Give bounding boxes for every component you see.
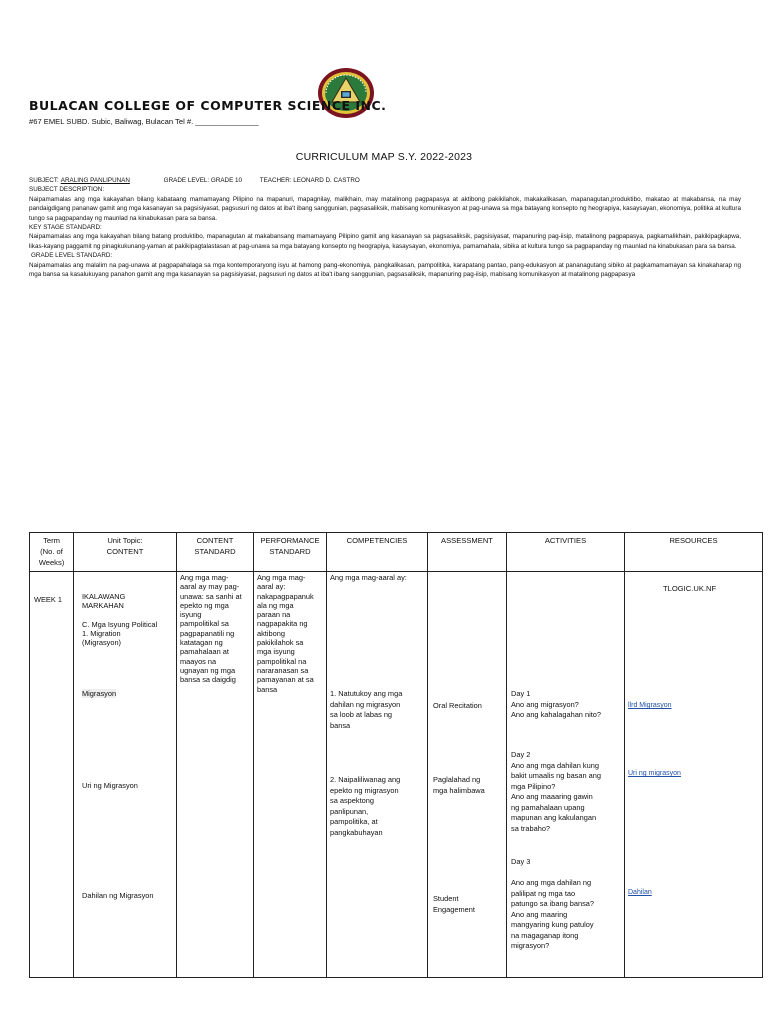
activity-day-2: Day 2 Ano ang mga dahilan kung bakit umaalis ng basan ang mga Pilipino? Ano ang maaaring gawin ng pamahalaan upang mapunan ang kakulangan sa trabaho?	[511, 750, 601, 833]
unit-topic-migrasyon: Migrasyon	[82, 689, 117, 698]
assessment-paglalahad: Paglalahad ng mga halimbawa	[433, 775, 485, 795]
assessment-oral-recitation: Oral Recitation	[433, 701, 482, 710]
term-value: WEEK 1	[34, 595, 62, 604]
header-term: Term (No. of Weeks)	[30, 533, 74, 572]
content-standard-cell	[177, 572, 254, 978]
term-cell	[30, 572, 74, 978]
teacher-name: TEACHER: LEONARD D. CASTRO	[259, 177, 360, 184]
header-performance-standard: PERFORMANCE STANDARD	[254, 533, 327, 572]
resource-link-dahilan[interactable]: Dahilan	[628, 889, 652, 896]
assessment-student-engagement: Student Engagement	[433, 894, 475, 914]
header-content-standard: CONTENT STANDARD	[177, 533, 254, 572]
unit-topic-cell	[74, 572, 177, 978]
performance-standard-text: Ang mga mag- aaral ay: nakapagpapanuk ala ng mga paraan na nagpapakita ng aktibong pakikilahok sa mga isyung pampolitikal na nararanasan sa pamayanan at sa bansa	[257, 573, 314, 694]
resource-link-uri-migrasyon[interactable]: Uri ng migrasyon	[628, 770, 681, 777]
header-assessment: ASSESSMENT	[428, 533, 507, 572]
subject-line	[29, 176, 741, 185]
grade-level-standard-label: GRADE LEVEL STANDARD:	[31, 252, 113, 260]
activity-day-3: Day 3 Ano ang mga dahilan ng palilipat ng mga tao patungo sa ibang bansa? Ano ang maaring mangyaring kung patuloy na magaganap itong migrasyon?	[511, 857, 595, 950]
competency-1: 1. Natutukoy ang mga dahilan ng migrasyon sa loob at labas ng bansa	[330, 689, 403, 730]
subject-info	[29, 176, 741, 279]
competencies-cell	[327, 572, 428, 978]
curriculum-map-table	[29, 532, 763, 978]
subject-description: Naipamamalas ang mga kakayahan bilang kabataang mamamayang Pilipino na mapanuri, mapagnilay, malikhain, may matalinong pagpapasya at aktibong pakikilahok, makakalikasan, mapanagutan,produktibo, makatao at makabansa, na may pandaigdigang pananaw gamit ang mga kasanayan sa pagsisiyasat, pagsusuri ng datos at iba't ibang sanggunian, pagsasaliksik, mabisang komunikasyon at pag-unawa sa mga batayang konsepto ng heograpiya, kasaysayan, ekonomiya, politika at kultura tungo sa pagpapanday ng maunlad na kinabukasan para sa bansa.	[29, 195, 741, 222]
activity-day-1: Day 1 Ano ang migrasyon? Ano ang kahalagahan nito?	[511, 689, 601, 719]
resources-cell	[625, 572, 763, 978]
document-title: CURRICULUM MAP S.Y. 2022-2023	[295, 151, 473, 163]
key-stage-standard: Naipamamalas ang mga kakayahan bilang batang produktibo, mapanagutan at makabansang mamamayang Pilipino gamit ang kasanayan sa pagsasaliksik, pagsisiyasat, mapanuring pag-iisip, matalinong pagpapasya, pagkamalikhain, pakikipagkapwa, likas-kayang paggamit ng pinagkukunang-yaman at pakikipagtalastasan at pag-unawa sa mga batayang konsepto ng heograpiya, kasaysayan, ekonomiya, pamamahala, sibika at kultura tungo sa pagpapanday ng maunlad na kinabukasan para sa bansa.	[29, 233, 741, 250]
resources-site: TLOGIC.UK.NF	[663, 584, 717, 593]
grade-level: GRADE LEVEL: GRADE 10	[163, 177, 243, 184]
unit-topic-dahilan: Dahilan ng Migrasyon	[82, 891, 154, 900]
header-competencies: COMPETENCIES	[327, 533, 428, 572]
assessment-cell	[428, 572, 507, 978]
grade-level-standard: Naipamamalas ang malalim na pag-unawa at pagpapahalaga sa mga kontemporaryong isyu at hamong pang-ekonomiya, pangkalikasan, pampolitika, karapatang pantao, pang-edukasyon at pananagutang sibiko at pagkamamamayan sa kinakaharap ng mga bansa sa kasalukuyang panahon gamit ang mga kasanayan sa pagsisiyasat, pagsusuri ng datos at iba't ibang sanggunian, pagsasaliksik, mapanuring pag-iisip, mabisang komunikasyon at matalinong pagpapasya	[29, 261, 741, 279]
subject-value: ARALING PANLIPUNAN	[60, 177, 130, 184]
school-name: BULACAN COLLEGE OF COMPUTER SCIENCE INC.	[29, 98, 387, 113]
subject-field	[29, 177, 146, 184]
key-stage-label: KEY STAGE STANDARD:	[29, 224, 102, 232]
activities-cell	[507, 572, 625, 978]
unit-topic-uri: Uri ng Migrasyon	[82, 781, 138, 790]
table-row	[30, 572, 763, 978]
content-standard-text: Ang mga mag- aaral ay may pag- unawa: sa sanhi at epekto ng mga isyung pampolitikal sa pagpapanatili ng katatagan ng pamahalaan at maayos na ugnayan ng mga bansa sa daigdig	[180, 573, 242, 685]
header-unit-topic: Unit Topic: CONTENT	[74, 533, 177, 572]
competencies-intro: Ang mga mag-aaral ay:	[330, 573, 407, 582]
table-header-row	[30, 533, 763, 572]
resource-link-migrasyon[interactable]: llrd Migrasyon	[628, 702, 672, 709]
school-address: #67 EMEL SUBD. Subic, Baliwag, Bulacan Tel #. _______________	[29, 117, 259, 126]
unit-intro: IKALAWANG MARKAHAN C. Mga Isyung Political 1. Migration (Migrasyon)	[82, 592, 158, 648]
header-activities: ACTIVITIES	[507, 533, 625, 572]
performance-standard-cell	[254, 572, 327, 978]
competency-2: 2. Naipaliliwanag ang epekto ng migrasyon sa aspektong panlipunan, pampolitika, at pangkabuhayan	[330, 775, 401, 837]
subject-description-label: SUBJECT DESCRIPTION:	[29, 186, 105, 194]
header-resources: RESOURCES	[625, 533, 763, 572]
subject-label: SUBJECT:	[29, 177, 59, 184]
